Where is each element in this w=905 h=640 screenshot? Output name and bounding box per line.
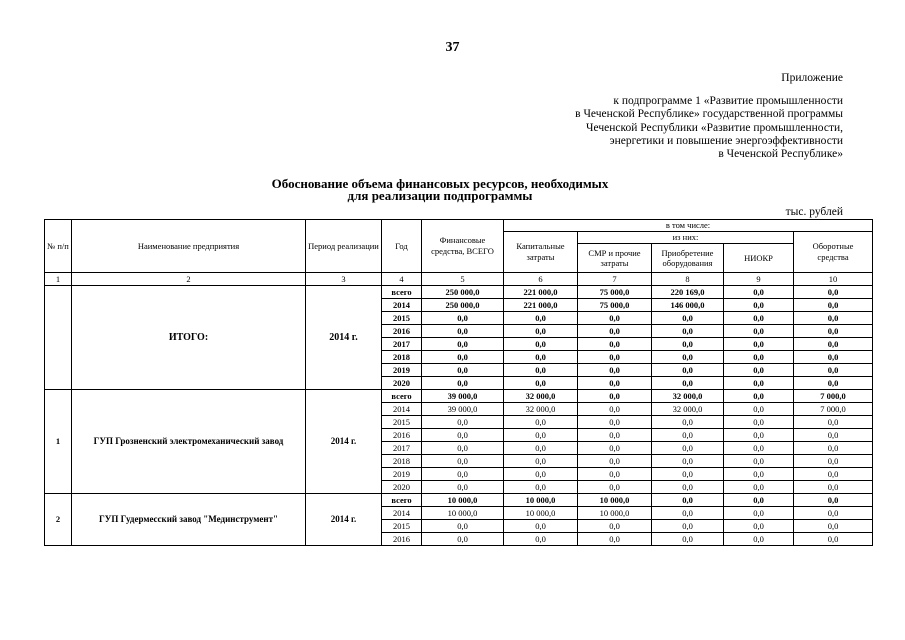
value-cell: 0,0: [422, 416, 504, 429]
value-cell: 0,0: [724, 377, 794, 390]
column-number: 2: [72, 273, 306, 286]
value-cell: 0,0: [422, 481, 504, 494]
value-cell: 0,0: [504, 533, 578, 546]
value-cell: 10 000,0: [422, 507, 504, 520]
value-cell: 0,0: [794, 364, 873, 377]
value-cell: 0,0: [422, 468, 504, 481]
value-cell: 0,0: [578, 364, 652, 377]
value-cell: 0,0: [794, 286, 873, 299]
value-cell: 0,0: [652, 481, 724, 494]
appendix-note: [575, 72, 843, 161]
value-cell: 0,0: [578, 377, 652, 390]
header-of-which: из них:: [578, 232, 794, 244]
value-cell: 0,0: [724, 533, 794, 546]
year-cell: 2019: [382, 468, 422, 481]
value-cell: 0,0: [724, 429, 794, 442]
value-cell: 10 000,0: [578, 494, 652, 507]
value-cell: 0,0: [504, 338, 578, 351]
value-cell: 0,0: [652, 312, 724, 325]
value-cell: 0,0: [422, 377, 504, 390]
value-cell: 0,0: [422, 520, 504, 533]
value-cell: 7 000,0: [794, 403, 873, 416]
value-cell: 0,0: [794, 481, 873, 494]
value-cell: 0,0: [504, 416, 578, 429]
column-number: 6: [504, 273, 578, 286]
row-number-cell: 2: [45, 494, 72, 546]
year-cell: всего: [382, 390, 422, 403]
value-cell: 0,0: [652, 494, 724, 507]
column-number: 9: [724, 273, 794, 286]
value-cell: 10 000,0: [578, 507, 652, 520]
value-cell: 0,0: [504, 312, 578, 325]
value-cell: 0,0: [652, 338, 724, 351]
value-cell: 0,0: [504, 429, 578, 442]
value-cell: 0,0: [504, 442, 578, 455]
value-cell: 0,0: [794, 377, 873, 390]
appendix-title: Приложение: [781, 72, 843, 84]
value-cell: 75 000,0: [578, 286, 652, 299]
value-cell: 0,0: [724, 468, 794, 481]
value-cell: 0,0: [422, 351, 504, 364]
value-cell: 0,0: [724, 325, 794, 338]
value-cell: 10 000,0: [504, 507, 578, 520]
value-cell: 0,0: [504, 520, 578, 533]
header-working-capital: Оборотные средства: [794, 232, 873, 273]
year-cell: 2014: [382, 299, 422, 312]
table-row: [45, 390, 873, 403]
value-cell: 0,0: [794, 468, 873, 481]
value-cell: 0,0: [578, 312, 652, 325]
header-including: в том числе:: [504, 220, 873, 232]
document-title-line: Обоснование объема финансовых ресурсов, необходимых: [271, 176, 609, 191]
value-cell: 0,0: [652, 351, 724, 364]
value-cell: 0,0: [794, 533, 873, 546]
value-cell: 0,0: [724, 312, 794, 325]
value-cell: 0,0: [724, 364, 794, 377]
document-title: [230, 178, 650, 202]
value-cell: 39 000,0: [422, 390, 504, 403]
value-cell: 0,0: [422, 312, 504, 325]
header-niokr: НИОКР: [724, 244, 794, 273]
table-body: [45, 286, 873, 546]
value-cell: 0,0: [794, 338, 873, 351]
value-cell: 0,0: [794, 455, 873, 468]
column-number: 7: [578, 273, 652, 286]
year-cell: 2015: [382, 520, 422, 533]
year-cell: всего: [382, 494, 422, 507]
enterprise-name-cell: ГУП Гудермесский завод "Мединструмент": [72, 494, 306, 546]
enterprise-name-cell: ИТОГО:: [72, 286, 306, 390]
column-number: 1: [45, 273, 72, 286]
year-cell: 2018: [382, 351, 422, 364]
value-cell: 39 000,0: [422, 403, 504, 416]
period-cell: 2014 г.: [306, 390, 382, 494]
year-cell: 2018: [382, 455, 422, 468]
value-cell: 0,0: [794, 429, 873, 442]
year-cell: 2015: [382, 416, 422, 429]
value-cell: 0,0: [794, 416, 873, 429]
year-cell: 2014: [382, 507, 422, 520]
column-number: 8: [652, 273, 724, 286]
value-cell: 0,0: [724, 455, 794, 468]
value-cell: 0,0: [504, 377, 578, 390]
value-cell: 0,0: [724, 351, 794, 364]
value-cell: 0,0: [578, 338, 652, 351]
header-year: Год: [382, 220, 422, 273]
year-cell: 2020: [382, 481, 422, 494]
header-period: Период реализации: [306, 220, 382, 273]
value-cell: 0,0: [724, 481, 794, 494]
value-cell: 0,0: [422, 429, 504, 442]
value-cell: 0,0: [578, 403, 652, 416]
column-number-row: [45, 273, 873, 286]
value-cell: 0,0: [652, 377, 724, 390]
value-cell: 0,0: [794, 442, 873, 455]
value-cell: 0,0: [652, 507, 724, 520]
value-cell: 220 169,0: [652, 286, 724, 299]
value-cell: 0,0: [652, 429, 724, 442]
value-cell: 0,0: [578, 520, 652, 533]
column-number: 4: [382, 273, 422, 286]
value-cell: 0,0: [422, 364, 504, 377]
header-total: Финансовые средства, ВСЕГО: [422, 220, 504, 273]
value-cell: 0,0: [652, 520, 724, 533]
value-cell: 0,0: [578, 429, 652, 442]
appendix-line: Чеченской Республики «Развитие промышленности,: [586, 121, 843, 134]
header-capital: Капитальные затраты: [504, 232, 578, 273]
value-cell: 0,0: [794, 299, 873, 312]
value-cell: 0,0: [578, 325, 652, 338]
value-cell: 0,0: [724, 286, 794, 299]
value-cell: 75 000,0: [578, 299, 652, 312]
value-cell: 250 000,0: [422, 299, 504, 312]
year-cell: 2014: [382, 403, 422, 416]
year-cell: 2020: [382, 377, 422, 390]
value-cell: 0,0: [578, 351, 652, 364]
value-cell: 221 000,0: [504, 286, 578, 299]
value-cell: 0,0: [724, 507, 794, 520]
year-cell: всего: [382, 286, 422, 299]
value-cell: 0,0: [504, 481, 578, 494]
value-cell: 0,0: [504, 364, 578, 377]
value-cell: 146 000,0: [652, 299, 724, 312]
value-cell: 0,0: [794, 312, 873, 325]
value-cell: 0,0: [504, 351, 578, 364]
value-cell: 0,0: [422, 325, 504, 338]
column-number: 3: [306, 273, 382, 286]
header-name: Наименование предприятия: [72, 220, 306, 273]
value-cell: 0,0: [422, 442, 504, 455]
value-cell: 10 000,0: [422, 494, 504, 507]
appendix-line: энергетики и повышение энергоэффективности: [609, 134, 843, 147]
value-cell: 0,0: [422, 338, 504, 351]
appendix-line: к подпрограмме 1 «Развитие промышленности: [613, 95, 843, 108]
value-cell: 0,0: [724, 494, 794, 507]
value-cell: 0,0: [578, 468, 652, 481]
value-cell: 0,0: [652, 325, 724, 338]
appendix-line: в Чеченской Республике» государственной программы: [575, 108, 843, 121]
row-number-cell: 1: [45, 390, 72, 494]
value-cell: 0,0: [504, 468, 578, 481]
year-cell: 2016: [382, 325, 422, 338]
period-cell: 2014 г.: [306, 494, 382, 546]
column-number: 5: [422, 273, 504, 286]
value-cell: 221 000,0: [504, 299, 578, 312]
value-cell: 0,0: [578, 390, 652, 403]
value-cell: 7 000,0: [794, 390, 873, 403]
value-cell: 0,0: [578, 455, 652, 468]
budget-table: [44, 219, 873, 546]
value-cell: 0,0: [724, 338, 794, 351]
value-cell: 0,0: [794, 507, 873, 520]
value-cell: 0,0: [578, 416, 652, 429]
value-cell: 10 000,0: [504, 494, 578, 507]
year-cell: 2017: [382, 442, 422, 455]
value-cell: 0,0: [652, 364, 724, 377]
table-row: [45, 494, 873, 507]
value-cell: 0,0: [724, 416, 794, 429]
value-cell: 0,0: [724, 520, 794, 533]
value-cell: 0,0: [724, 299, 794, 312]
year-cell: 2019: [382, 364, 422, 377]
value-cell: 0,0: [422, 455, 504, 468]
value-cell: 0,0: [652, 533, 724, 546]
value-cell: 0,0: [578, 481, 652, 494]
appendix-line: в Чеченской Республике»: [718, 148, 843, 161]
value-cell: 0,0: [504, 325, 578, 338]
value-cell: 250 000,0: [422, 286, 504, 299]
value-cell: 0,0: [794, 494, 873, 507]
value-cell: 32 000,0: [504, 390, 578, 403]
value-cell: 0,0: [724, 403, 794, 416]
value-cell: 0,0: [794, 520, 873, 533]
value-cell: 32 000,0: [652, 403, 724, 416]
value-cell: 32 000,0: [504, 403, 578, 416]
year-cell: 2016: [382, 429, 422, 442]
header-equipment: Приобретение оборудования: [652, 244, 724, 273]
header-smr: СМР и прочие затраты: [578, 244, 652, 273]
value-cell: 0,0: [652, 442, 724, 455]
value-cell: 0,0: [794, 351, 873, 364]
header-num: № п/п: [45, 220, 72, 273]
value-cell: 32 000,0: [652, 390, 724, 403]
column-number: 10: [794, 273, 873, 286]
value-cell: 0,0: [652, 468, 724, 481]
value-cell: 0,0: [794, 325, 873, 338]
year-cell: 2015: [382, 312, 422, 325]
value-cell: 0,0: [504, 455, 578, 468]
period-cell: 2014 г.: [306, 286, 382, 390]
value-cell: 0,0: [652, 416, 724, 429]
value-cell: 0,0: [578, 533, 652, 546]
table-row: [45, 286, 873, 299]
year-cell: 2016: [382, 533, 422, 546]
value-cell: 0,0: [422, 533, 504, 546]
document-title-line: для реализации подпрограммы: [347, 188, 533, 203]
value-cell: 0,0: [724, 390, 794, 403]
row-number-cell: [45, 286, 72, 390]
value-cell: 0,0: [652, 455, 724, 468]
units-label: тыс. рублей: [785, 206, 843, 218]
page-number: 37: [445, 40, 460, 55]
year-cell: 2017: [382, 338, 422, 351]
value-cell: 0,0: [578, 442, 652, 455]
value-cell: 0,0: [724, 442, 794, 455]
enterprise-name-cell: ГУП Грозненский электромеханический завод: [72, 390, 306, 494]
